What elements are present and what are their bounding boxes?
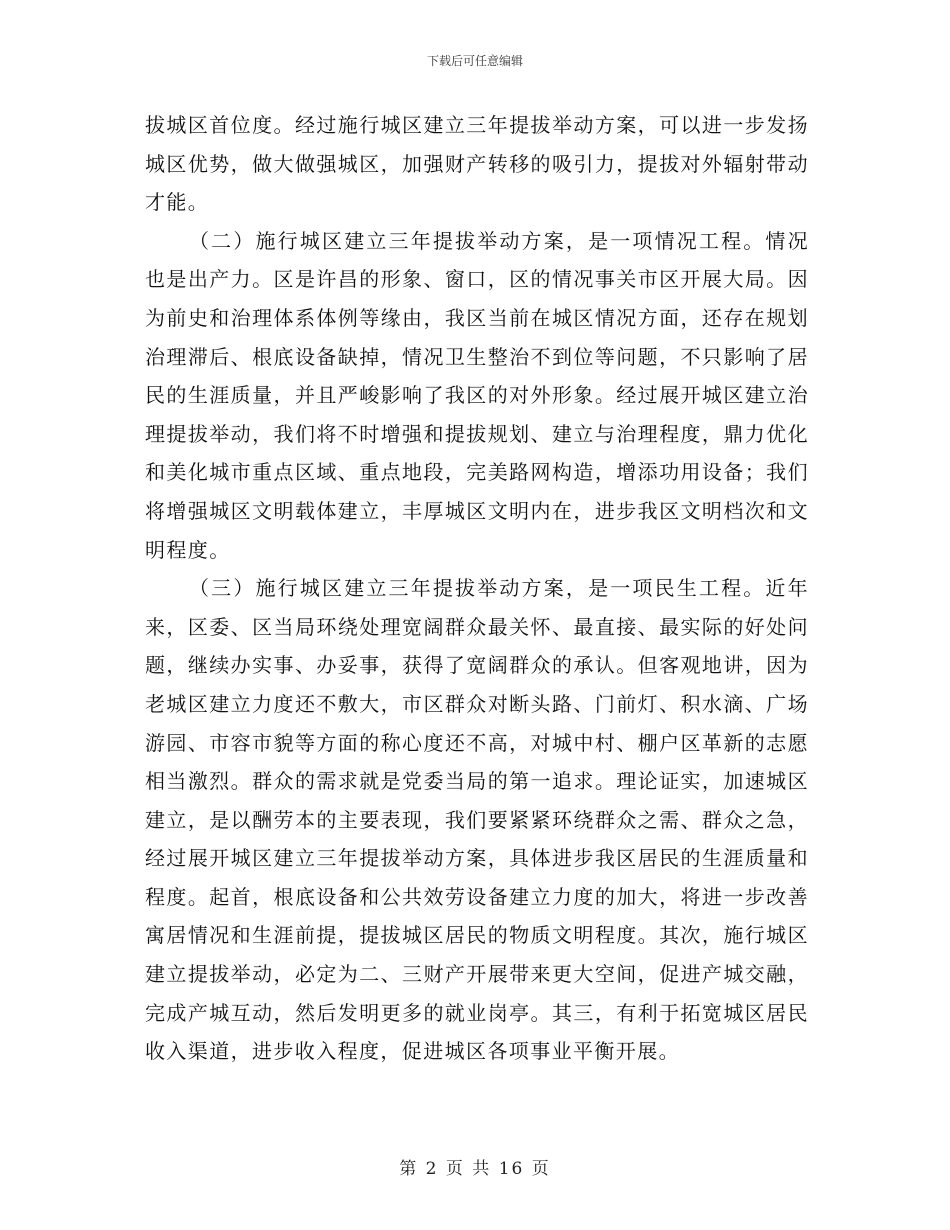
paragraph-environment-project: （二）施行城区建立三年提拔举动方案，是一项情况工程。情况也是出产力。区是许昌的形象、窗口，区的情况事关市区开展大局。因为前史和治理体系体例等缘由，我区当前在城区情况方面，还存在规划治理滞后、根底设备缺掉，情况卫生整治不到位等问题，不只影响了居民的生涯质量，并且严峻影响了我区的对外形象。经过展开城区建立治理提拔举动，我们将不时增强和提拔规划、建立与治理程度，鼎力优化和美化城市重点区域、重点地段，完美路网构造，增添功用设备；我们将增强城区文明载体建立，丰厚城区文明内在，进步我区文明档次和文明程度。 [145, 228, 809, 562]
document-body [145, 106, 809, 1071]
page-header: 下载后可任意编辑 [426, 54, 523, 68]
page-number-footer: 第 2 页 共 16 页 [399, 1159, 551, 1179]
paragraph-continuation: 拔城区首位度。经过施行城区建立三年提拔举动方案，可以进一步发扬城区优势，做大做强城区，加强财产转移的吸引力，提拔对外辐射带动才能。 [145, 113, 809, 215]
paragraph-livelihood-project: （三）施行城区建立三年提拔举动方案，是一项民生工程。近年来，区委、区当局环绕处理宽阔群众最关怀、最直接、最实际的好处问题，继续办实事、办妥事，获得了宽阔群众的承认。但客观地讲，因为老城区建立力度还不敷大，市区群众对断头路、门前灯、积水滴、广场游园、市容市貌等方面的称心度还不高，对城中村、棚户区革新的志愿相当激烈。群众的需求就是党委当局的第一追求。理论证实，加速城区建立，是以酬劳本的主要表现，我们要紧紧环绕群众之需、群众之急，经过展开城区建立三年提拔举动方案，具体进步我区居民的生涯质量和程度。起首，根底设备和公共效劳设备建立力度的加大，将进一步改善寓居情况和生涯前提，提拔城区居民的物质文明程度。其次，施行城区建立提拔举动，必定为二、三财产开展带来更大空间，促进产城交融，完成产城互动，然后发明更多的就业岗亭。其三，有利于拓宽城区居民收入渠道，进步收入程度，促进城区各项事业平衡开展。 [145, 576, 809, 1064]
